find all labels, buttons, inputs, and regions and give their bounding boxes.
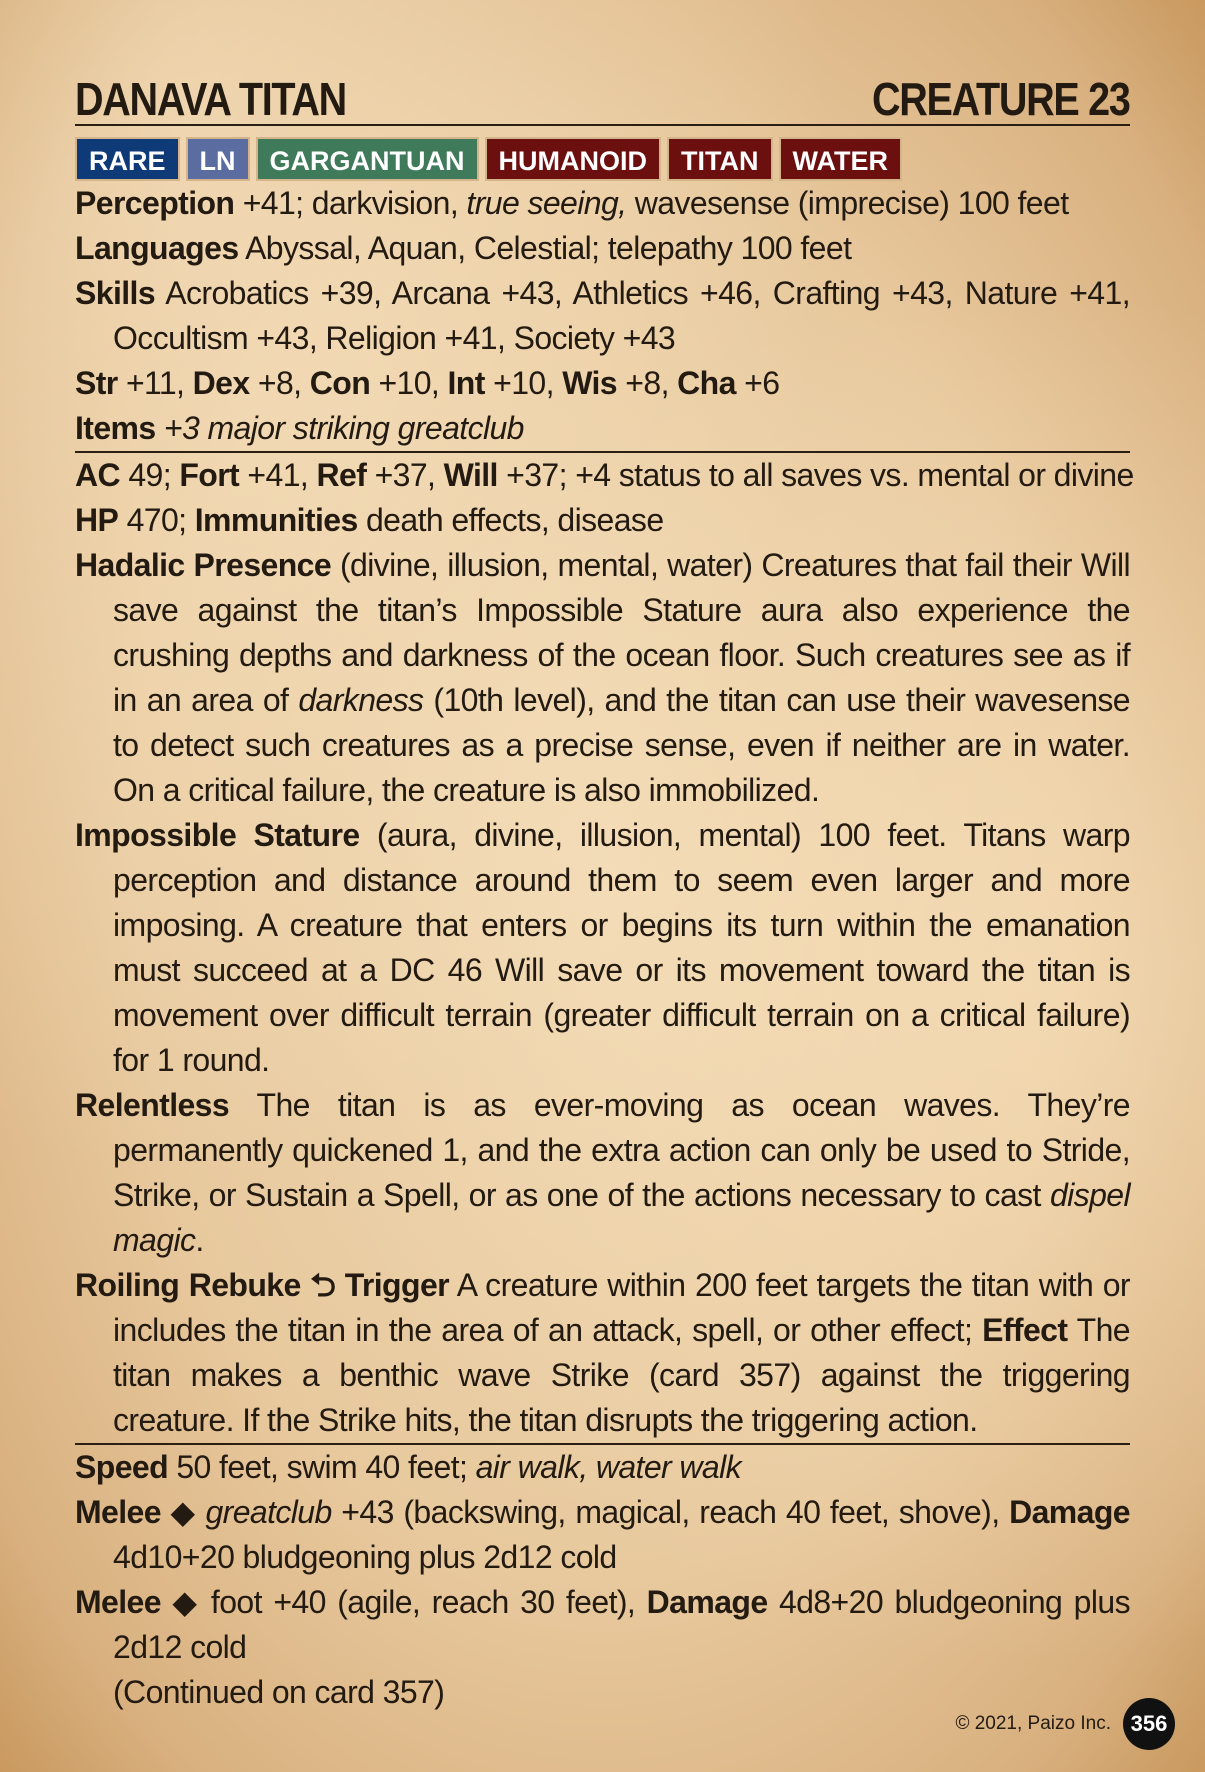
melee-foot — [75, 1580, 1130, 1670]
ref-value: +37, — [374, 457, 436, 493]
int-value: +10, — [493, 365, 554, 401]
speed-value: 50 feet, swim 40 feet; — [176, 1449, 476, 1485]
perception-sense: true seeing, — [466, 185, 627, 221]
trait-alignment: LN — [186, 137, 250, 181]
items-value: +3 major striking greatclub — [163, 410, 524, 446]
reaction-icon: ⮌ — [310, 1267, 336, 1303]
hadalic-presence — [75, 543, 1130, 813]
immunities-value: death effects, disease — [365, 502, 664, 538]
int-label: Int — [447, 365, 485, 401]
hadalic-spell: darkness — [298, 682, 424, 718]
ac-value: 49; — [128, 457, 172, 493]
relentless — [75, 1083, 1130, 1263]
creature-name: DANAVA TITAN — [75, 73, 346, 125]
stature-text: (aura, divine, illusion, mental) 100 feet. Titans warp perception and distance around them to seem even larger and more imposing. A creature that enters or begins its turn within the emanation must succeed at a DC 46 Will save or its movement toward the titan is movement over difficult terrain (greater difficult terrain on a critical failure) for 1 round. — [113, 817, 1130, 1078]
languages-line — [75, 226, 1130, 271]
cha-label: Cha — [677, 365, 736, 401]
stature-label: Impossible Stature — [75, 817, 360, 853]
defense-line — [75, 451, 1134, 498]
languages-label: Languages — [75, 230, 239, 266]
title-row — [75, 68, 1130, 126]
perception-rest: wavesense (imprecise) 100 feet — [626, 185, 1069, 221]
trigger-text: A creature within 200 feet targets the titan with or includes the titan in the area of an attack, spell, or other effect; — [113, 1267, 1130, 1348]
melee-weapon: greatclub — [205, 1494, 332, 1530]
will-value: +37; +4 status to all saves vs. mental or divine — [506, 457, 1134, 493]
trait-water: WATER — [779, 137, 903, 181]
hp-line — [75, 498, 1130, 543]
footer — [955, 1698, 1175, 1750]
impossible-stature — [75, 813, 1130, 1083]
melee-label: Melee — [75, 1584, 161, 1620]
skills-line — [75, 271, 1130, 361]
trigger-label: Trigger — [344, 1267, 449, 1303]
cha-value: +6 — [744, 365, 780, 401]
will-label: Will — [443, 457, 498, 493]
skills-value: Acrobatics +39, Arcana +43, Athletics +46, Crafting +43, Nature +41, Occultism +43, Religion +41, Society +43 — [113, 275, 1130, 356]
damage-value: 4d10+20 bludgeoning plus 2d12 cold — [113, 1539, 617, 1575]
melee-greatclub — [75, 1490, 1130, 1580]
perception-value: +41; darkvision, — [242, 185, 467, 221]
dex-value: +8, — [257, 365, 302, 401]
melee-label: Melee — [75, 1494, 161, 1530]
copyright: © 2021, Paizo Inc. — [955, 1713, 1111, 1734]
hadalic-text-2: (10th level), and the titan can use their wavesense to detect such creatures as a precise sense, even if neither are in water. On a critical failure, the creature is also immobilized. — [113, 682, 1130, 808]
str-value: +11, — [125, 365, 185, 401]
stat-body — [75, 181, 1134, 1715]
damage-value: 4d8+20 bludgeoning plus 2d12 cold — [113, 1584, 1130, 1665]
roiling-rebuke — [75, 1263, 1130, 1443]
trait-rare: RARE — [75, 137, 180, 181]
immunities-label: Immunities — [194, 502, 358, 538]
damage-label: Damage — [1009, 1494, 1130, 1530]
trait-size: GARGANTUAN — [256, 137, 479, 181]
trait-titan: TITAN — [667, 137, 772, 181]
perception-line — [75, 181, 1130, 226]
items-line — [75, 406, 1130, 451]
page-number-badge: 356 — [1123, 1698, 1175, 1750]
fort-label: Fort — [179, 457, 240, 493]
stat-block — [75, 68, 1134, 1715]
speed-line — [75, 1443, 1130, 1490]
ref-label: Ref — [316, 457, 367, 493]
effect-label: Effect — [982, 1312, 1068, 1348]
rebuke-label: Roiling Rebuke — [75, 1267, 301, 1303]
wis-label: Wis — [562, 365, 617, 401]
ac-label: AC — [75, 457, 121, 493]
hadalic-text-1: (divine, illusion, mental, water) Creatures that fail their Will save against the titan’s Impossible Stature aura also experience the crushing depths and darkness of the ocean floor. Such creatures see as if in an area of — [113, 547, 1130, 718]
trait-list — [75, 137, 1130, 181]
creature-level: CREATURE 23 — [872, 73, 1130, 125]
speed-label: Speed — [75, 1449, 169, 1485]
damage-label: Damage — [646, 1584, 768, 1620]
hp-value: 470; — [126, 502, 187, 538]
perception-label: Perception — [75, 185, 235, 221]
trait-humanoid: HUMANOID — [485, 137, 662, 181]
relentless-end: . — [195, 1222, 204, 1258]
languages-value: Abyssal, Aquan, Celestial; telepathy 100 feet — [245, 230, 852, 266]
dex-label: Dex — [192, 365, 250, 401]
relentless-text: The titan is as ever-moving as ocean waves. They’re permanently quickened 1, and the extra action can only be used to Stride, Strike, or Sustain a Spell, or as one of the actions necessary to cast — [113, 1087, 1130, 1213]
con-value: +10, — [378, 365, 440, 401]
single-action-icon: ◆ — [170, 1494, 196, 1530]
single-action-icon: ◆ — [172, 1584, 200, 1620]
wis-value: +8, — [625, 365, 669, 401]
relentless-spell: dispel magic — [113, 1177, 1130, 1258]
con-label: Con — [309, 365, 371, 401]
hp-label: HP — [75, 502, 119, 538]
effect-text: The titan makes a benthic wave Strike (card 357) against the triggering creature. If the Strike hits, the titan disrupts the triggering action. — [113, 1312, 1130, 1438]
skills-label: Skills — [75, 275, 156, 311]
hadalic-label: Hadalic Presence — [75, 547, 332, 583]
items-label: Items — [75, 410, 156, 446]
melee-text: +43 (backswing, magical, reach 40 feet, shove), — [331, 1494, 1010, 1530]
speed-special: air walk, water walk — [475, 1449, 742, 1485]
relentless-label: Relentless — [75, 1087, 230, 1123]
ability-scores — [75, 361, 1130, 406]
continued-note: (Continued on card 357) — [113, 1674, 445, 1710]
fort-value: +41, — [247, 457, 309, 493]
str-label: Str — [75, 365, 118, 401]
melee-text: foot +40 (agile, reach 30 feet), — [199, 1584, 647, 1620]
